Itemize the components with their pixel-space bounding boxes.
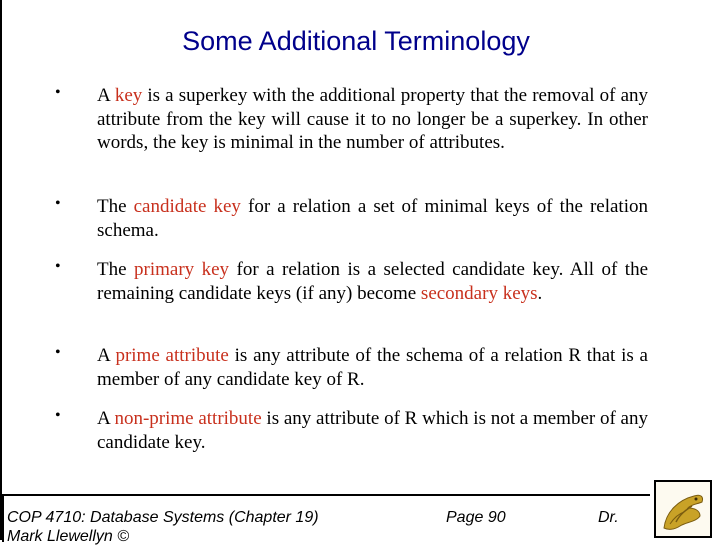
highlighted-term: secondary keys (420, 282, 538, 304)
footer-course: COP 4710: Database Systems (Chapter 19) (7, 509, 319, 526)
slide-left-border (0, 0, 2, 540)
bullet-text-segment: is any attribute of the schema of a relation R that is a member of any candidate key of R. (97, 345, 648, 390)
bullet-marker: • (55, 344, 61, 361)
bullet-text-segment: for a relation is a selected candidate key. All of the remaining candidate keys (if any) become (97, 259, 649, 304)
slide-title: Some Additional Terminology (182, 26, 530, 56)
bullet-text-segment: . (537, 282, 543, 304)
bullet-text (97, 84, 648, 155)
bullet-text-segment: for a relation a set of minimal keys of the relation schema. (97, 196, 648, 241)
university-logo (654, 480, 712, 538)
bullet-text (97, 195, 648, 242)
highlighted-term: prime attribute (115, 345, 229, 366)
bullet-marker: • (55, 195, 61, 212)
bullet-text-segment: is any attribute of R which is not a member of any candidate key. (97, 408, 648, 453)
highlighted-term: primary key (134, 259, 230, 280)
bullet-text-segment: The (97, 259, 134, 280)
bullet-text-segment: A (97, 345, 116, 366)
bullet-marker: • (55, 407, 61, 424)
highlighted-term: key (114, 85, 143, 106)
footer-author: Dr. (598, 509, 619, 526)
bullet-text-segment: A (97, 85, 115, 106)
highlighted-term: candidate key (133, 196, 241, 217)
highlighted-term: non-prime attribute (114, 408, 262, 429)
bullet-marker: • (55, 258, 61, 275)
footer-page-number: Page 90 (446, 509, 506, 526)
bullet-text-segment: A (97, 408, 115, 429)
footer-author-overflow: Mark Llewellyn © (7, 528, 130, 545)
bullet-text (97, 258, 648, 305)
bullet-marker: • (55, 84, 61, 101)
bullet-text (97, 344, 648, 391)
pegasus-logo-icon (656, 482, 710, 536)
bullet-text-segment: is a superkey with the additional property that the removal of any attribute from the key will cause it to no longer be a superkey. In other words, the key is minimal in the number of attributes. (97, 85, 648, 153)
bullet-text-segment: The (97, 196, 134, 217)
bullet-text (97, 407, 648, 454)
